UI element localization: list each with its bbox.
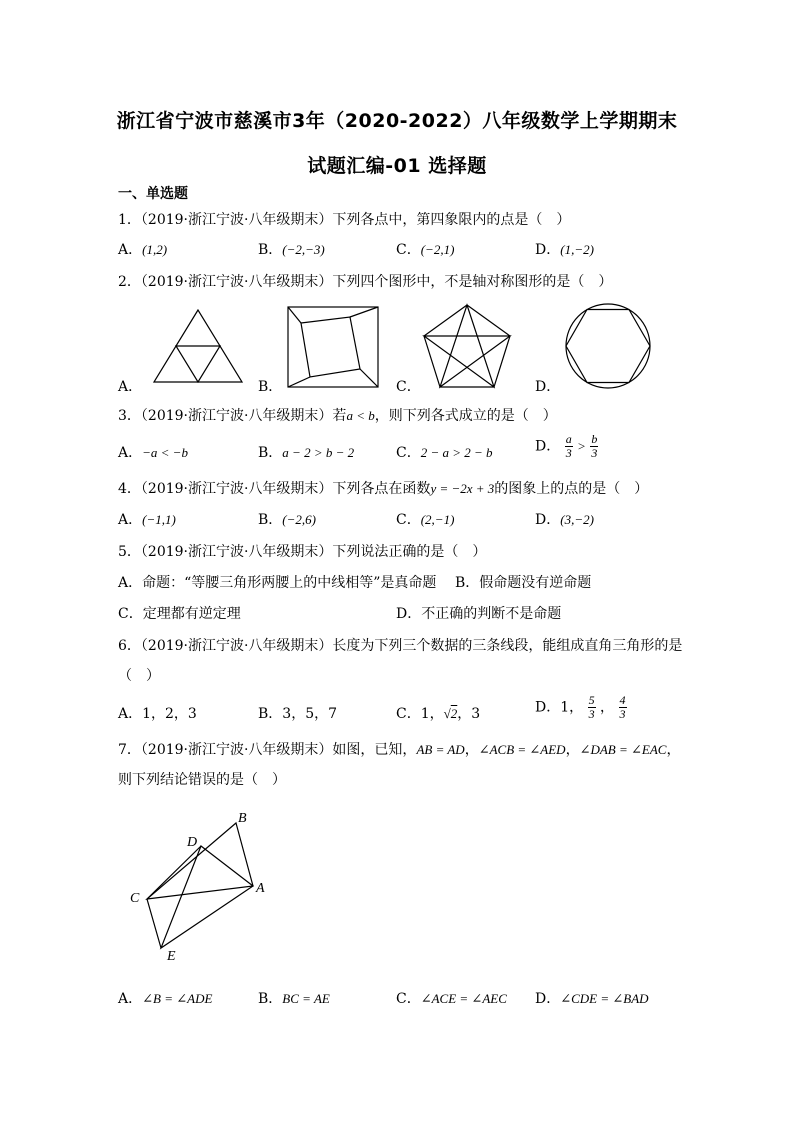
q5-option-d: D．不正确的判断不是命题	[396, 606, 562, 622]
q6-option-a: A．1，2，3	[118, 706, 197, 722]
q3-option-b: B．a − 2 > b − 2	[258, 445, 355, 461]
q1-option-b: B．(−2,−3)	[258, 242, 325, 258]
section-heading: 一、单选题	[118, 186, 188, 202]
question-7-stem: 7．（2019·浙江宁波·八年级期末）如图，已知，AB = AD，∠ACB = ∠AED，∠DAB = ∠EAC，	[118, 742, 681, 758]
question-7-stem-cont: 则下列结论错误的是（ ）	[118, 772, 286, 788]
q5-option-a: A．命题：“等腰三角形两腰上的中线相等”是真命题	[118, 575, 437, 591]
q1-option-a: A．(1,2)	[118, 242, 168, 258]
q7-option-b: B．BC = AE	[258, 991, 330, 1007]
title-line-1: 浙江省宁波市慈溪市3年（2020-2022）八年级数学上学期期末	[116, 110, 678, 132]
q3-option-d: D． $\frac{a}{3}$ > $\frac{b}{3}$	[535, 432, 598, 460]
q2-option-c: C．	[396, 379, 421, 395]
question-3-stem: 3．（2019·浙江宁波·八年级期末）若a < b，则下列各式成立的是（ ）	[118, 408, 557, 424]
q4-option-c: C．(2,−1)	[396, 512, 455, 528]
q7-option-c: C．∠ACE = ∠AEC	[396, 991, 507, 1007]
question-5-stem: 5．（2019·浙江宁波·八年级期末）下列说法正确的是（ ）	[118, 544, 487, 560]
figure-triangle-subdivided	[150, 306, 246, 386]
q2-option-b: B．	[258, 379, 283, 395]
figure-pentagon-star	[420, 302, 514, 390]
title-line-2: 试题汇编-01 选择题	[307, 155, 487, 177]
question-4-stem: 4．（2019·浙江宁波·八年级期末）下列各点在函数y = −2x + 3的图象上的点的是（ ）	[118, 481, 649, 497]
q4-option-b: B．(−2,6)	[258, 512, 316, 528]
q3-option-a: A．−a < −b	[118, 445, 188, 461]
figure-circle-hexagon	[562, 302, 654, 390]
q1-option-c: C．(−2,1)	[396, 242, 455, 258]
figure-square-pinwheel	[286, 305, 380, 389]
q5-option-b: B．假命题没有逆命题	[455, 575, 592, 591]
question-6-stem-cont: （ ）	[118, 668, 160, 684]
q6-option-d: D．1， $\frac{5}{3}$ ， $\frac{4}{3}$	[535, 693, 626, 721]
label-e: E	[167, 949, 176, 964]
question-6-stem: 6．（2019·浙江宁波·八年级期末）长度为下列三个数据的三条线段，能组成直角三角形的是	[118, 638, 683, 654]
label-d: D	[187, 835, 198, 850]
figure-q7-triangles	[125, 808, 275, 968]
q3-option-c: C．2 − a > 2 − b	[396, 445, 493, 461]
q7-option-d: D．∠CDE = ∠BAD	[535, 991, 649, 1007]
q4-option-a: A．(−1,1)	[118, 512, 176, 528]
q6-option-b: B．3，5，7	[258, 706, 338, 722]
q2-option-a: A．	[118, 379, 143, 395]
question-2-stem: 2．（2019·浙江宁波·八年级期末）下列四个图形中，不是轴对称图形的是（ ）	[118, 274, 613, 290]
q1-option-d: D．(1,−2)	[535, 242, 594, 258]
q2-option-d: D．	[535, 379, 561, 395]
label-a: A	[256, 881, 265, 896]
q6-option-c: C．1，√2，3	[396, 706, 481, 722]
label-c: C	[130, 891, 140, 906]
q7-option-a: A．∠B = ∠ADE	[118, 991, 213, 1007]
q5-option-c: C．定理都有逆定理	[118, 606, 241, 622]
question-1-stem: 1．（2019·浙江宁波·八年级期末）下列各点中，第四象限内的点是（ ）	[118, 212, 571, 228]
label-b: B	[238, 811, 247, 826]
q4-option-d: D．(3,−2)	[535, 512, 594, 528]
